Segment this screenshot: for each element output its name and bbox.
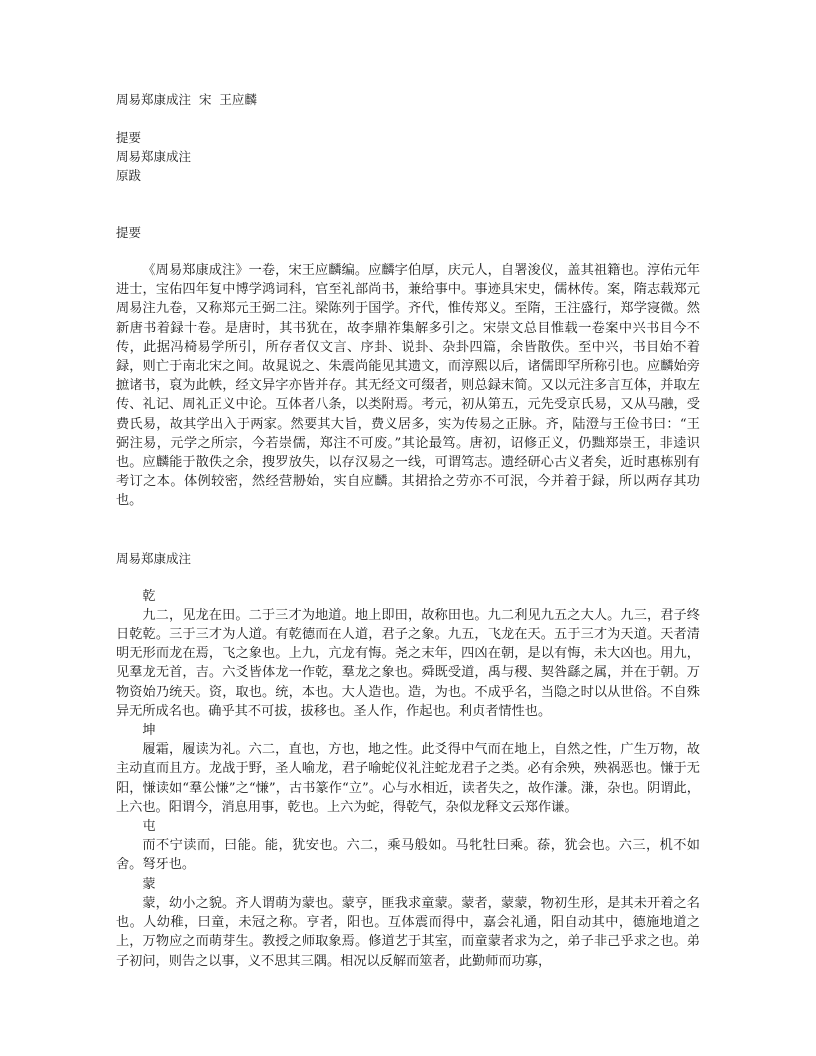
hexagram-commentary-qian: 九二，见龙在田。二于三才为地道。地上即田，故称田也。九二利见九五之大人。九三，君子终日乾乾。三于三才为人道。有乾德而在人道，君子之象。九五，飞龙在天。五于三才为天道。天者清明无形而龙在焉，飞之象也。上九，亢龙有悔。尧之末年，四凶在朝，是以有悔，未大凶也。用九，见羣龙无首，吉。六爻皆体龙一作乾，羣龙之象也。舜既受道，禹与稷、契咎繇之属，并在于朝。万物资始乃统天。资，取也。统，本也。大人造也。造，为也。不成乎名，当隐之时以从世俗。不自殊异无所成名也。确乎其不可拔，拔移也。圣人作，作起也。利贞者情性也。 — [116, 607, 700, 719]
hexagram-commentary-zhun: 而不宁读而，曰能。能，犹安也。六二，乘马般如。马牝牡曰乘。蒣，犹会也。六三，机不如舍。弩牙也。 — [116, 838, 700, 873]
hexagram-heading-meng: 蒙 — [142, 876, 156, 892]
toc-item-tiyao[interactable]: 提要 — [116, 130, 142, 145]
section-heading-tiyao: 提要 — [116, 225, 142, 240]
section-heading-main: 周易郑康成注 — [116, 550, 192, 566]
page-title: 周易郑康成注 宋 王应麟 — [116, 92, 257, 107]
hexagram-heading-kun: 坤 — [142, 723, 156, 739]
document-content — [116, 90, 700, 971]
hexagram-heading-zhun: 屯 — [142, 819, 156, 835]
toc-item-zhouyi-zhengkangcheng-zhu[interactable]: 周易郑康成注 — [116, 149, 192, 164]
section-paragraph-tiyao: 《周易郑康成注》一卷，宋王应麟编。应麟字伯厚，庆元人，自署浚仪，盖其祖籍也。淳佑元年进士，宝佑四年复中博学鸿词科，官至礼部尚书，兼给事中。事迹具宋史，儒林传。案，隋志载郑元周易注九卷，又称郑元王弼二注。梁陈列于国学。齐代，惟传郑义。至隋，王注盛行，郑学寖微。然新唐书着録十卷。是唐时，其书犹在，故李鼎祚集解多引之。宋崇文总目惟载一卷案中兴书目今不传，此据冯椅易学所引，所存者仅文言、序卦、说卦、杂卦四篇，余皆散佚。至中兴，书目始不着録，则亡于南北宋之间。故晁说之、朱震尚能见其遗文，而淳熙以后，诸儒即罕所称引也。应麟始旁摭诸书，裒为此帙，经文异字亦皆并存。其无经文可缀者，则总録末简。又以元注多言互体，并取左传、礼记、周礼正义中论。互体者八条，以类附焉。考元，初从第五，元先受京氏易，又从马融，受费氏易，故其学出入于两家。然要其大旨，费义居多，实为传易之正脉。齐，陆澄与王俭书曰：“王弼注易，元学之所宗，今若崇儒，郑注不可废。”其论最笃。唐初，诏修正义，仍黜郑崇王，非逵识也。应麟能于散佚之余，搜罗放失，以存汉易之一线，可谓笃志。遗经研心古义者矣，近时惠栋别有考订之本。体例较密，然经营刱始，实自应麟。其捃拾之劳亦不可泯，今并着于録，所以两存其功也。 — [116, 263, 700, 509]
hexagram-commentary-meng: 蒙，幼小之貌。齐人谓萌为蒙也。蒙亨，匪我求童蒙。蒙者，蒙蒙，物初生形，是其未开着之名也。人幼稚，曰童，未冠之称。亨者，阳也。互体震而得中，嘉会礼通，阳自动其中，德施地道之上，万物应之而萌芽生。教授之师取象焉。修道艺于其室，而童蒙者求为之，弟子非己乎求之也。弟子初问，则告之以事，义不思其三隅。相况以反解而筮者，此勤师而功寡， — [116, 895, 700, 969]
toc-item-yuanba[interactable]: 原跋 — [116, 168, 142, 183]
hexagram-heading-qian: 乾 — [142, 588, 156, 604]
hexagram-commentary-kun: 履霜，履读为礼。六二，直也，方也，地之性。此爻得中气而在地上，自然之性，广生万物，故主动直而且方。龙战于野，圣人喻龙，君子喻蛇仪礼注蛇龙君子之类。必有余殃，殃祸恶也。慊于无阳，慊读如“羣公慊”之“慊”，古书篆作“立”。心与水相近，读者失之，故作溓。溓，杂也。阴谓此，上六也。阳谓今，消息用事，乾也。上六为蛇，得乾气，杂似龙释文云郑作谦。 — [116, 742, 700, 815]
table-of-contents — [116, 128, 700, 185]
